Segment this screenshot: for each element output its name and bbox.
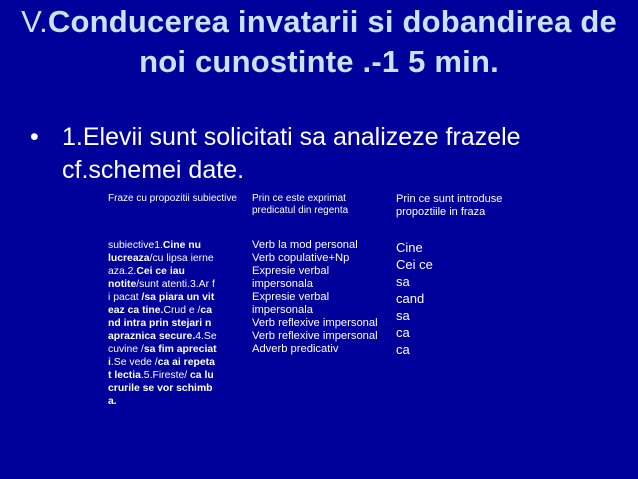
- title-text: Conducerea invatarii si dobandirea de noi cunostinte .-1 5 min.: [47, 4, 617, 79]
- col1-segment: eaz ca tine.: [108, 305, 164, 316]
- col1-line: [108, 239, 240, 252]
- col1-segment: Cei ce iau: [136, 266, 185, 277]
- col1-line: [108, 369, 240, 382]
- col2-item: Verb copulative+Np: [252, 252, 350, 264]
- col3-item: ca: [396, 325, 410, 340]
- col1-segment: aza.2.: [108, 266, 137, 277]
- col1-segment: /cu lipsa ierne: [149, 253, 214, 264]
- col2-item: Verb reflexive impersonal: [252, 317, 378, 329]
- col1-line: [108, 317, 240, 330]
- col1-line: [108, 278, 240, 291]
- col2-item: Expresie verbal impersonala: [252, 265, 330, 290]
- col1-segment: /sunt atenti.3.Ar f: [136, 279, 215, 290]
- col1-segment: apraznica secure.: [108, 331, 196, 342]
- col3-item: ca: [396, 342, 410, 357]
- col1-segment: sa fim apreciat: [143, 344, 217, 355]
- col1-line: [108, 291, 240, 304]
- col3-item: Cei ce: [396, 257, 433, 272]
- col1-line: [108, 265, 240, 278]
- title-prefix: V.: [21, 4, 48, 39]
- column-header-3: Prin ce sunt introduse propoztiile in fraza: [396, 193, 503, 218]
- col1-segment: a.: [108, 396, 117, 407]
- col1-segment: i pacat: [108, 292, 142, 303]
- col1-segment: ca: [200, 305, 212, 316]
- table-column-3: [396, 193, 536, 357]
- column-header-2: Prin ce este exprimat predicatul din regenta: [252, 193, 349, 216]
- col1-segment: cuvine /: [108, 344, 144, 355]
- column-header-1: Fraze cu propozitii subiective: [108, 193, 237, 204]
- table-column-1: [108, 193, 248, 407]
- col2-item: Expresie verbal impersonala: [252, 291, 330, 316]
- col2-item: Adverb predicativ: [252, 343, 339, 355]
- col1-segment: subiective1.: [108, 240, 163, 251]
- column-1-body: [108, 239, 240, 408]
- col1-segment: i: [108, 357, 111, 368]
- col1-segment: lucreaza: [108, 253, 150, 264]
- col1-line: [108, 304, 240, 317]
- col3-item: cand: [396, 291, 425, 306]
- col3-item: Cine: [396, 240, 423, 255]
- col2-item: Verb reflexive impersonal: [252, 330, 378, 342]
- col1-line: [108, 252, 240, 265]
- col1-segment: .5.Fireste/: [140, 370, 191, 381]
- table-column-2: [252, 193, 392, 355]
- col1-segment: Cine nu: [162, 240, 201, 251]
- col1-segment: Crud e /: [163, 305, 201, 316]
- col1-segment: .Se vede /: [110, 357, 158, 368]
- column-3-body: [396, 239, 536, 358]
- column-2-body: [252, 239, 392, 356]
- col1-segment: /sa piara un vit: [141, 292, 215, 303]
- col1-line: [108, 356, 240, 369]
- col1-segment: notite: [108, 279, 137, 290]
- slide-title: [0, 2, 638, 82]
- bullet-text: 1.Elevii sunt solicitati sa analizeze frazele cf.schemei date.: [62, 123, 521, 184]
- col1-line: [108, 382, 240, 395]
- col2-item: Verb la mod personal: [252, 239, 358, 251]
- col1-line: [108, 395, 240, 408]
- bullet-marker: •: [30, 123, 39, 151]
- col1-segment: ca ai repeta: [157, 357, 215, 368]
- col1-line: [108, 343, 240, 356]
- col3-item: sa: [396, 308, 410, 323]
- col1-line: [108, 330, 240, 343]
- col1-segment: t lectia: [108, 370, 141, 381]
- col3-item: sa: [396, 274, 410, 289]
- col1-segment: ca lu: [190, 370, 214, 381]
- col1-segment: crurile se vor schimb: [108, 383, 213, 394]
- col1-segment: nd intra prin stejari n: [108, 318, 212, 329]
- col1-segment: 4.Se: [195, 331, 217, 342]
